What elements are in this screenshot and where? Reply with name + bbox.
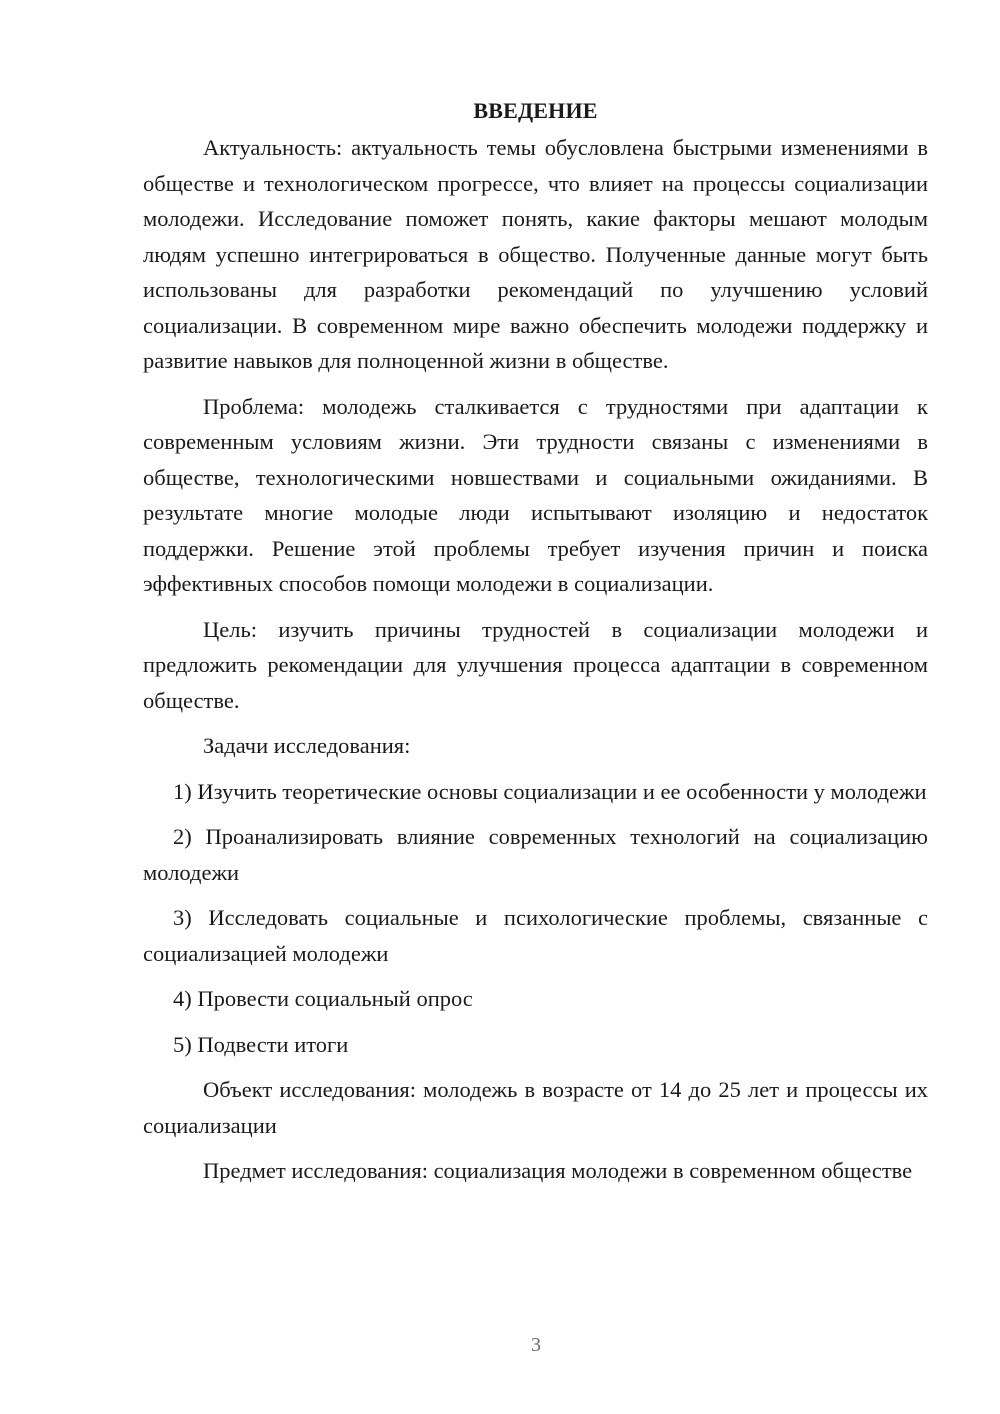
problem-paragraph: Проблема: молодежь сталкивается с трудностями при адаптации к современным условиям жизни. Эти трудности связаны с изменениями в обществе, технологическими новшествами и социальными ожиданиями. В результате многие молодые люди испытывают изоляцию и недостаток поддержки. Решение этой проблемы требует изучения причин и поиска эффективных способов помощи молодежи в социализации. (143, 393, 928, 596)
relevance-paragraph: Актуальность: актуальность темы обусловлена быстрыми изменениями в обществе и технологическом прогрессе, что влияет на процессы социализации молодежи. Исследование поможет понять, какие факторы мешают молодым людям успешно интегрироваться в общество. Полученные данные могут быть использованы для разработки рекомендаций по улучшению условий социализации. В современном мире важно обеспечить молодежи поддержку и развитие навыков для полноценной жизни в обществе. (143, 135, 928, 373)
subject-paragraph: Предмет исследования: социализация молодежи в современном обществе (203, 1158, 913, 1183)
task-item-2: 2) Проанализировать влияние современных технологий на социализацию молодежи (143, 824, 928, 885)
task-item-1: 1) Изучить теоретические основы социализации и ее особенности у молодежи (173, 778, 927, 804)
page-content (143, 96, 928, 1199)
section-heading: ВВЕДЕНИЕ (473, 98, 598, 123)
task-item-4: 4) Провести социальный опрос (173, 986, 473, 1011)
task-item-5: 5) Подвести итоги (173, 1031, 349, 1057)
object-paragraph: Объект исследования: молодежь в возрасте от 14 до 25 лет и процессы их социализации (143, 1077, 928, 1138)
page-number: 3 (531, 1334, 541, 1356)
task-item-3: 3) Исследовать социальные и психологические проблемы, связанные с социализацией молодежи (143, 905, 928, 966)
goal-paragraph: Цель: изучить причины трудностей в социализации молодежи и предложить рекомендации для улучшения процесса адаптации в современном обществе. (143, 616, 928, 713)
tasks-title: Задачи исследования: (203, 733, 411, 758)
